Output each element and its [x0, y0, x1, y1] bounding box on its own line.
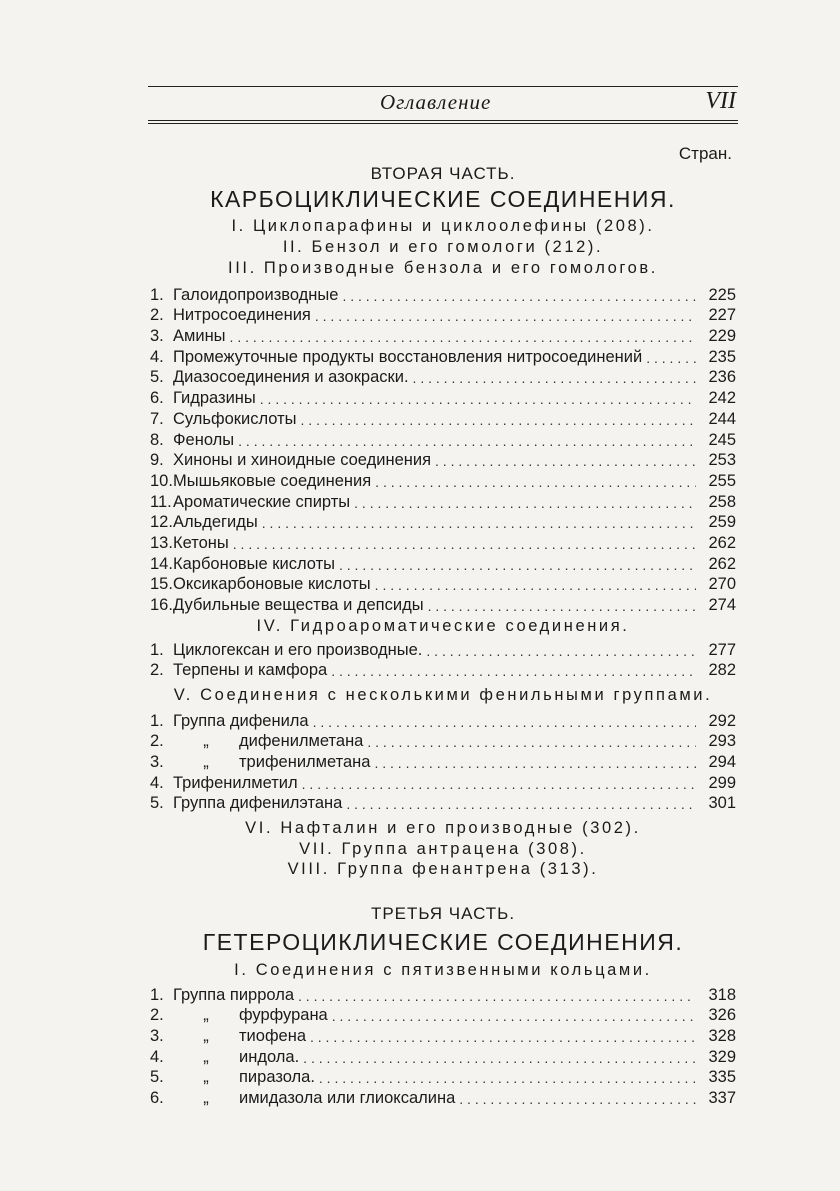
toc-entry-number: 11.	[150, 492, 172, 511]
toc-entry-page: 277	[708, 640, 736, 659]
ditto-mark: „	[203, 1068, 209, 1087]
dot-leader	[303, 1049, 696, 1067]
dot-leader	[238, 432, 696, 450]
toc-list	[150, 284, 736, 615]
toc-entry-number: 3.	[150, 1027, 164, 1046]
toc-entry-page: 229	[708, 327, 736, 346]
toc-entry	[150, 387, 736, 408]
toc-entry-number: 3.	[150, 753, 164, 772]
toc-entry-title: Диазосоединения и азокраски.	[173, 368, 409, 387]
toc-entry-page: 299	[708, 773, 736, 792]
toc-entry-page: 259	[708, 513, 736, 532]
dot-leader	[354, 494, 696, 512]
dot-leader	[315, 307, 696, 325]
toc-entry-number: 4.	[150, 773, 164, 792]
toc-entry-title: Карбоновые кислоты	[173, 554, 335, 573]
toc-entry-page: 244	[708, 409, 736, 428]
toc-entry-page: 293	[708, 732, 736, 751]
dot-leader	[375, 576, 696, 594]
toc-entry-page: 270	[708, 575, 736, 594]
toc-entry-title: индола.	[239, 1047, 300, 1066]
toc-entry	[150, 470, 736, 491]
toc-entry-page: 337	[708, 1089, 736, 1108]
section-heading: III. Производные бензола и его гомологов.	[228, 259, 658, 277]
header-rule-bottom-2	[148, 123, 738, 124]
toc-entry	[150, 1005, 736, 1026]
toc-entry-number: 5.	[150, 368, 164, 387]
page-number: VII	[705, 88, 736, 114]
dot-leader	[260, 390, 696, 408]
toc-entry-page: 258	[708, 492, 736, 511]
section-heading: II. Бензол и его гомологи (212).	[282, 238, 604, 256]
toc-entry-page: 235	[708, 347, 736, 366]
toc-entry-page: 318	[708, 985, 736, 1004]
dot-leader	[339, 556, 696, 574]
toc-entry-title: Терпены и камфора	[173, 661, 328, 680]
toc-entry	[150, 1046, 736, 1067]
toc-entry-title: Промежуточные продукты восстановления нитросоединений	[173, 347, 643, 366]
dot-leader	[346, 795, 696, 813]
toc-entry-title: Оксикарбоновые кислоты	[173, 575, 371, 594]
toc-entry-title: пиразола.	[239, 1068, 315, 1087]
toc-entry-number: 14.	[150, 554, 173, 573]
toc-entry	[150, 639, 736, 660]
toc-entry	[150, 553, 736, 574]
toc-entry-number: 8.	[150, 430, 164, 449]
dot-leader	[646, 349, 696, 367]
toc-entry-title: Мышьяковые соединения	[173, 471, 372, 490]
toc-entry	[150, 594, 736, 615]
header-rule-bottom-1	[148, 120, 738, 121]
toc-entry-number: 1.	[150, 640, 164, 659]
toc-entry-number: 2.	[150, 306, 164, 325]
toc-entry-title: Нитросоединения	[173, 306, 311, 325]
dot-leader	[367, 733, 696, 751]
toc-entry-page: 262	[708, 533, 736, 552]
toc-entry-page: 225	[708, 285, 736, 304]
toc-list	[150, 639, 736, 680]
part-two-label: ВТОРАЯ ЧАСТЬ.	[370, 164, 516, 183]
toc-entry-page: 255	[708, 471, 736, 490]
ditto-mark: „	[203, 1089, 209, 1108]
toc-entry-number: 12.	[150, 513, 173, 532]
toc-entry	[150, 1087, 736, 1108]
toc-entry-title: трифенилметана	[239, 753, 371, 772]
toc-entry-number: 2.	[150, 661, 164, 680]
section-heading: I. Соединения с пятизвенными кольцами.	[234, 961, 652, 979]
toc-entry-number: 2.	[150, 1006, 164, 1025]
toc-entry-title: Группа пиррола	[173, 985, 295, 1004]
section-heading: V. Соединения с несколькими фенильными группами.	[173, 686, 713, 704]
toc-entry-page: 253	[708, 451, 736, 470]
part-three-title: ГЕТЕРОЦИКЛИЧЕСКИЕ СОЕДИНЕНИЯ.	[202, 929, 684, 955]
toc-entry	[150, 429, 736, 450]
dot-leader	[319, 1069, 696, 1087]
toc-entry-page: 329	[708, 1047, 736, 1066]
toc-entry	[150, 512, 736, 533]
toc-entry-number: 7.	[150, 409, 164, 428]
toc-entry-title: Группа дифенилэтана	[173, 794, 343, 813]
toc-entry-number: 10.	[150, 471, 173, 490]
part-three-label: ТРЕТЬЯ ЧАСТЬ.	[370, 904, 516, 923]
toc-entry-title: тиофена	[239, 1027, 306, 1046]
toc-entry	[150, 660, 736, 681]
toc-entry-number: 3.	[150, 327, 164, 346]
dot-leader	[301, 411, 696, 429]
toc-entry	[150, 532, 736, 553]
dot-leader	[374, 754, 696, 772]
toc-entry-page: 227	[708, 306, 736, 325]
part-two-title: КАРБОЦИКЛИЧЕСКИЕ СОЕДИНЕНИЯ.	[210, 186, 676, 212]
toc-entry	[150, 1067, 736, 1088]
ditto-mark: „	[203, 1027, 209, 1046]
toc-entry-page: 274	[708, 596, 736, 614]
toc-entry	[150, 284, 736, 305]
toc-entry-title: имидазола или глиоксалина	[239, 1089, 456, 1108]
toc-entry-page: 262	[708, 554, 736, 573]
ditto-mark: „	[203, 753, 209, 772]
toc-entry-number: 4.	[150, 347, 164, 366]
toc-entry-title: Ароматические спирты	[173, 492, 351, 511]
toc-entry-title: фурфурана	[239, 1006, 328, 1025]
toc-entry	[150, 731, 736, 752]
toc-entry-number: 1.	[150, 711, 164, 730]
toc-entry-number: 5.	[150, 1068, 164, 1087]
toc-entry	[150, 346, 736, 367]
toc-entry-page: 294	[708, 753, 736, 772]
toc-list	[150, 984, 736, 1108]
toc-entry	[150, 408, 736, 429]
toc-entry-title: Сульфокислоты	[173, 409, 297, 428]
toc-entry-title: Циклогексан и его производные.	[173, 640, 423, 659]
toc-entry-number: 16.	[150, 596, 173, 614]
toc-entry	[150, 325, 736, 346]
toc-entry	[150, 751, 736, 772]
dot-leader	[428, 597, 696, 615]
toc-entry-page: 292	[708, 711, 736, 730]
toc-entry-number: 13.	[150, 533, 173, 552]
dot-leader	[375, 473, 696, 491]
dot-leader	[233, 535, 696, 553]
toc-entry-page: 326	[708, 1006, 736, 1025]
dot-leader	[313, 713, 696, 731]
dot-leader	[332, 1007, 696, 1025]
toc-entry-number: 2.	[150, 732, 164, 751]
toc-entry	[150, 984, 736, 1005]
toc-entry	[150, 367, 736, 388]
toc-entry	[150, 574, 736, 595]
toc-entry-number: 5.	[150, 794, 164, 813]
toc-entry-page: 245	[708, 430, 736, 449]
toc-entry-number: 15.	[150, 575, 173, 594]
toc-entry	[150, 305, 736, 326]
toc-entry-title: Гидразины	[173, 389, 256, 408]
ditto-mark: „	[203, 732, 209, 751]
toc-entry-title: Группа дифенила	[173, 711, 309, 730]
section-heading: I. Циклопарафины и циклоолефины (208).	[231, 217, 655, 235]
ditto-mark: „	[203, 1047, 209, 1066]
toc-entry	[150, 450, 736, 471]
running-header	[148, 88, 738, 118]
toc-entry	[150, 793, 736, 814]
dot-leader	[342, 287, 696, 305]
toc-entry-page: 335	[708, 1068, 736, 1087]
section-heading: VIII. Группа фенантрена (313).	[287, 860, 599, 878]
dot-leader	[302, 775, 696, 793]
section-heading: VII. Группа антрацена (308).	[299, 840, 587, 858]
dot-leader	[331, 662, 696, 680]
dot-leader	[459, 1090, 696, 1108]
toc-entry-title: Альдегиды	[173, 513, 258, 532]
toc-entry-title: Трифенилметил	[173, 773, 298, 792]
toc-entry-title: Кетоны	[173, 533, 229, 552]
dot-leader	[310, 1028, 696, 1046]
toc-entry-title: Дубильные вещества и депсиды	[173, 596, 424, 614]
dot-leader	[230, 328, 696, 346]
pages-column-label: Стран.	[678, 144, 732, 163]
toc-entry-number: 6.	[150, 1089, 164, 1108]
toc-entry-page: 242	[708, 389, 736, 408]
dot-leader	[426, 642, 696, 660]
ditto-mark: „	[203, 1006, 209, 1025]
toc-entry	[150, 772, 736, 793]
toc-entry-page: 282	[708, 661, 736, 680]
dot-leader	[435, 452, 696, 470]
toc-entry-number: 4.	[150, 1047, 164, 1066]
toc-entry-title: Галоидопроизводные	[173, 285, 339, 304]
dot-leader	[262, 514, 696, 532]
toc-entry	[150, 710, 736, 731]
toc-entry-title: дифенилметана	[239, 732, 364, 751]
toc-entry-number: 1.	[150, 985, 164, 1004]
dot-leader	[298, 987, 696, 1005]
toc-entry-number: 1.	[150, 285, 164, 304]
toc-list	[150, 710, 736, 813]
dot-leader	[413, 369, 696, 387]
toc-entry-title: Хиноны и хиноидные соединения	[173, 451, 432, 470]
toc-entry-page: 236	[708, 368, 736, 387]
section-heading: VI. Нафталин и его производные (302).	[245, 819, 641, 837]
header-rule-top	[148, 86, 738, 87]
toc-entry-title: Амины	[173, 327, 226, 346]
toc-entry-title: Фенолы	[173, 430, 235, 449]
running-header-title: Оглавление	[380, 90, 492, 114]
toc-entry	[150, 1025, 736, 1046]
toc-entry-number: 6.	[150, 389, 164, 408]
toc-entry-number: 9.	[150, 451, 164, 470]
toc-entry	[150, 491, 736, 512]
toc-entry-page: 301	[708, 794, 736, 813]
toc-entry-page: 328	[708, 1027, 736, 1046]
section-heading: IV. Гидроароматические соединения.	[256, 617, 630, 635]
